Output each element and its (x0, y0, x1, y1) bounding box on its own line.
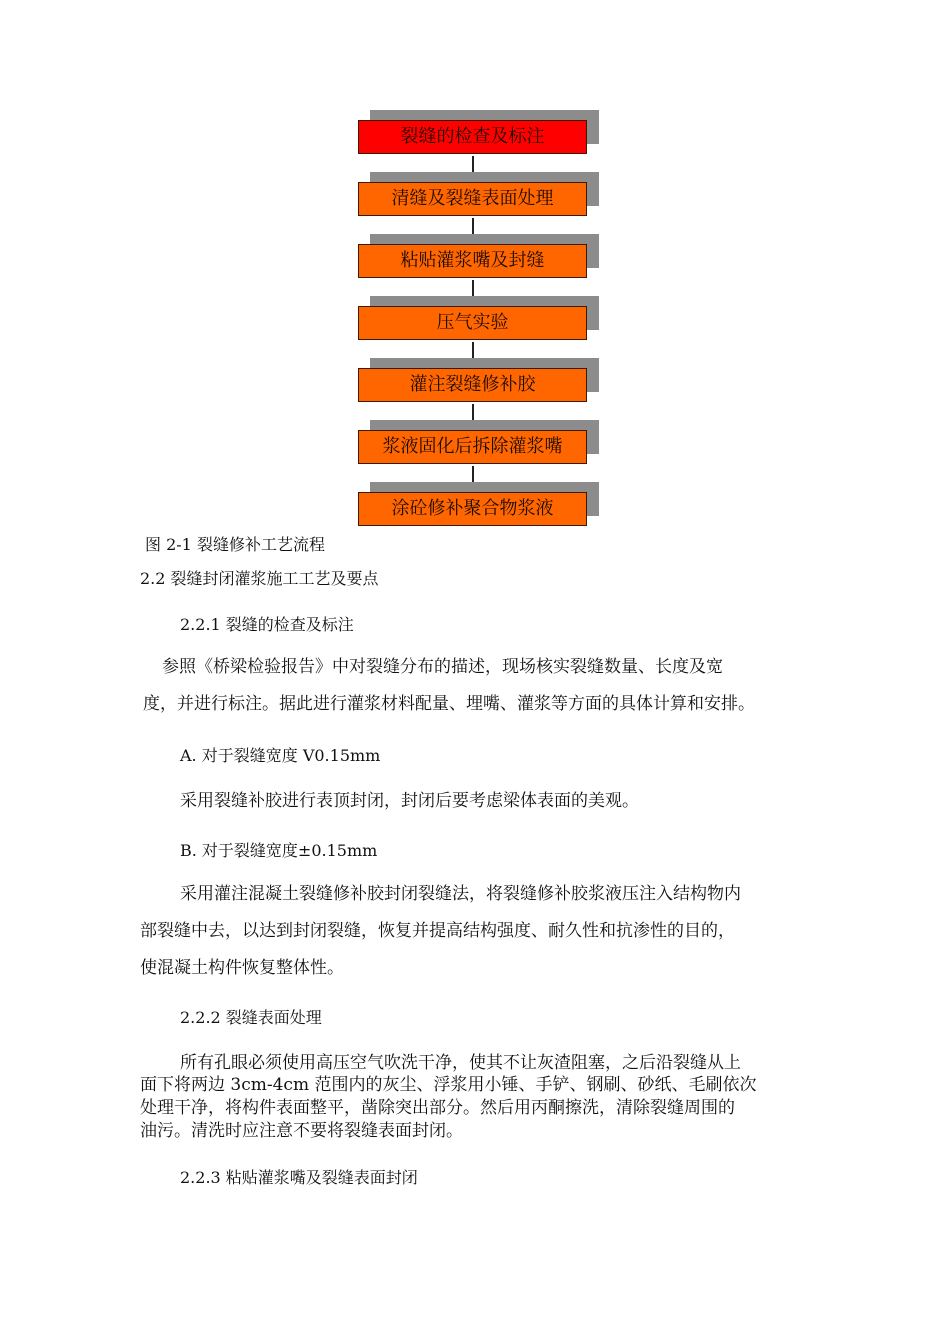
flow-step-label: 浆液固化后拆除灌浆嘴 (358, 430, 587, 464)
flow-step-4 (358, 306, 587, 340)
flow-step-6 (358, 430, 587, 464)
paragraph-line: 部裂缝中去，以达到封闭裂缝，恢复并提高结构强度、耐久性和抗渗性的目的， (140, 921, 735, 941)
flow-step-label: 灌注裂缝修补胶 (358, 368, 587, 402)
subsection-heading-2-2-2: 2.2.2 裂缝表面处理 (180, 1008, 322, 1027)
paragraph-line: 所有孔眼必须使用高压空气吹洗干净，使其不让灰渣阻塞，之后沿裂缝从上 (180, 1053, 741, 1073)
paragraph-line: 采用灌注混凝土裂缝修补胶封闭裂缝法，将裂缝修补胶浆液压注入结构物内 (180, 884, 741, 904)
paragraph-line: 采用裂缝补胶进行表顶封闭，封闭后要考虑梁体表面的美观。 (180, 791, 639, 811)
paragraph-line: 使混凝土构件恢复整体性。 (140, 958, 344, 978)
paragraph-line: 油污。清洗时应注意不要将裂缝表面封闭。 (140, 1121, 463, 1141)
paragraph-line: 度，并进行标注。据此进行灌浆材料配量、埋嘴、灌浆等方面的具体计算和安排。 (143, 694, 755, 714)
flow-step-1 (358, 120, 587, 154)
paragraph-line: 面下将两边 3cm-4cm 范围内的灰尘、浮浆用小锤、手铲、钢刷、砂纸、毛刷依次 (140, 1075, 757, 1095)
flow-step-3 (358, 244, 587, 278)
flow-step-label: 压气实验 (358, 306, 587, 340)
list-item-a: A. 对于裂缝宽度 V0.15mm (180, 746, 381, 765)
paragraph-line: 处理干净，将构件表面整平，凿除突出部分。然后用丙酮擦洗，清除裂缝周围的 (140, 1098, 735, 1118)
flow-step-label: 涂砼修补聚合物浆液 (358, 492, 587, 526)
list-item-b: B. 对于裂缝宽度±0.15mm (180, 841, 378, 860)
flow-step-2 (358, 182, 587, 216)
flow-step-label: 裂缝的检查及标注 (358, 120, 587, 154)
flow-step-5 (358, 368, 587, 402)
section-heading-2-2: 2.2 裂缝封闭灌浆施工工艺及要点 (140, 569, 379, 588)
flow-step-label: 清缝及裂缝表面处理 (358, 182, 587, 216)
flow-step-7 (358, 492, 587, 526)
paragraph-line: 参照《桥梁检验报告》中对裂缝分布的描述，现场核实裂缝数量、长度及宽 (162, 657, 723, 677)
subsection-heading-2-2-3: 2.2.3 粘贴灌浆嘴及裂缝表面封闭 (180, 1168, 418, 1187)
process-flowchart (0, 0, 950, 540)
figure-caption: 图 2-1 裂缝修补工艺流程 (145, 535, 325, 554)
flow-step-label: 粘贴灌浆嘴及封缝 (358, 244, 587, 278)
subsection-heading-2-2-1: 2.2.1 裂缝的检查及标注 (180, 615, 354, 634)
